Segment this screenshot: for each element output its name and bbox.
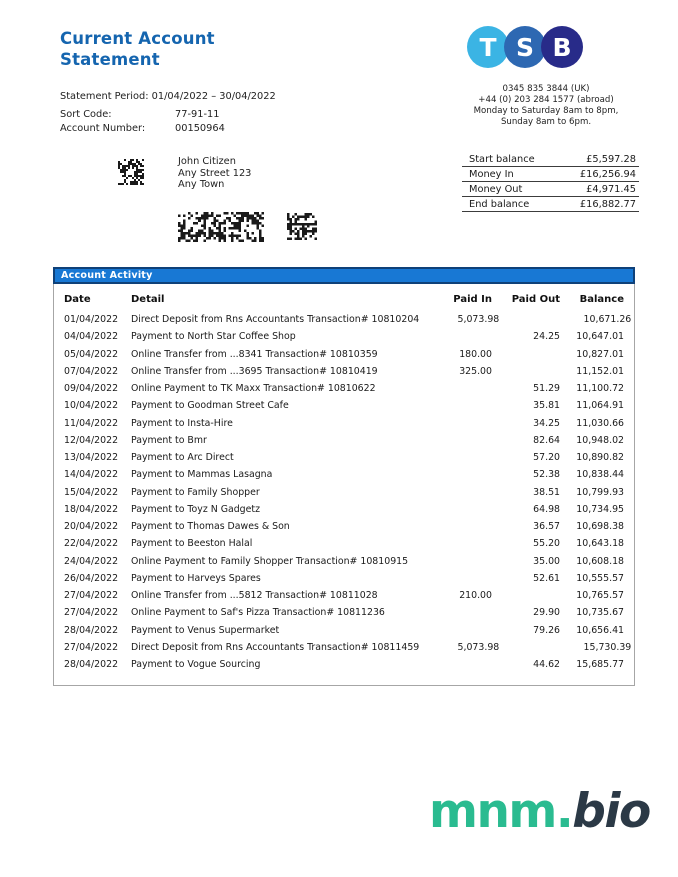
cell-detail: Online Transfer from ...5812 Transaction# 10811028 — [131, 590, 378, 601]
cell-date: 12/04/2022 — [64, 434, 119, 446]
cell-detail: Direct Deposit from Rns Accountants Transaction# 10810204 — [131, 314, 420, 325]
table-row — [54, 622, 634, 639]
statement-barcode-small — [287, 213, 317, 240]
account-fields — [60, 109, 225, 134]
cell-balance: 10,608.18 — [576, 555, 624, 567]
cell-paid-out — [492, 587, 560, 604]
cell-date: 22/04/2022 — [64, 538, 119, 550]
cell-detail: Payment to North Star Coffee Shop — [131, 331, 296, 343]
cell-paid-out: 51.29 — [533, 383, 560, 394]
col-header-balance: Balance — [579, 294, 624, 305]
cell-detail: Payment to Harveys Spares — [131, 572, 261, 584]
contact-hours-sunday: Sunday 8am to 6pm. — [500, 117, 592, 127]
cell-date: 18/04/2022 — [64, 503, 119, 515]
summary-label: Start balance — [469, 153, 535, 165]
page-title-line1: Current Account — [60, 29, 215, 48]
footer-brand-logo — [429, 784, 650, 839]
table-row — [54, 380, 634, 397]
cell-paid-out — [492, 363, 560, 380]
table-row — [54, 346, 634, 363]
cell-paid-in — [412, 570, 492, 587]
account-activity-title: Account Activity — [61, 270, 153, 281]
cell-paid-in — [412, 328, 492, 345]
cell-detail: Payment to Toyz N Gadgetz — [131, 503, 260, 515]
cell-balance: 11,152.01 — [576, 365, 624, 377]
cell-balance: 10,735.67 — [576, 607, 624, 619]
cell-date: 15/04/2022 — [64, 486, 119, 498]
cell-paid-in — [412, 466, 492, 483]
table-row — [54, 656, 634, 673]
cell-paid-out: 35.00 — [533, 555, 560, 567]
col-header-date: Date — [64, 294, 91, 305]
cell-paid-in — [412, 415, 492, 432]
table-row — [54, 415, 634, 432]
cell-paid-in — [412, 449, 492, 466]
cell-balance: 15,685.77 — [576, 659, 624, 670]
table-row — [54, 501, 634, 518]
col-header-paid-in: Paid In — [453, 294, 492, 305]
cell-paid-in — [412, 604, 492, 621]
summary-row-end-balance — [462, 197, 639, 212]
cell-detail: Payment to Bmr — [131, 434, 207, 446]
table-row — [54, 518, 634, 535]
cell-detail: Payment to Mammas Lasagna — [131, 469, 273, 481]
table-row — [54, 570, 634, 587]
summary-value: £16,256.94 — [579, 168, 636, 180]
cell-paid-in: 210.00 — [459, 590, 492, 601]
col-header-paid-out: Paid Out — [511, 294, 560, 305]
cell-detail: Direct Deposit from Rns Accountants Transaction# 10811459 — [131, 641, 420, 653]
cell-detail: Online Transfer from ...8341 Transaction# 10810359 — [131, 348, 378, 360]
summary-row-start-balance — [462, 152, 639, 167]
account-activity-section — [53, 267, 635, 686]
cell-date: 10/04/2022 — [64, 400, 119, 412]
cell-paid-out: 57.20 — [533, 452, 560, 463]
cell-balance: 10,890.82 — [576, 452, 624, 463]
cell-detail: Online Payment to Family Shopper Transaction# 10810915 — [131, 555, 409, 567]
contact-phone-abroad: +44 (0) 203 284 1577 (abroad) — [478, 95, 614, 105]
bank-contact-info — [430, 84, 662, 128]
activity-column-headers — [54, 294, 634, 305]
contact-phone-uk: 0345 835 3844 (UK) — [502, 84, 590, 94]
brand-secondary: bio — [572, 784, 650, 839]
cell-balance: 10,948.02 — [576, 434, 624, 446]
cell-paid-in — [412, 397, 492, 414]
cell-paid-in — [412, 432, 492, 449]
sort-code-label: Sort Code: — [60, 109, 112, 120]
address-barcode-icon — [118, 159, 144, 185]
cell-paid-out: 29.90 — [533, 607, 560, 619]
page-title — [60, 28, 215, 70]
table-row — [54, 604, 634, 621]
recipient-name: John Citizen — [178, 156, 236, 167]
account-activity-header-bar — [53, 267, 635, 284]
cell-paid-in — [412, 380, 492, 397]
cell-date: 26/04/2022 — [64, 572, 119, 584]
cell-paid-out: 55.20 — [533, 538, 560, 550]
cell-balance: 10,827.01 — [576, 348, 624, 360]
cell-balance: 10,671.26 — [583, 314, 632, 325]
cell-detail: Online Transfer from ...3695 Transaction# 10810419 — [131, 365, 378, 377]
table-row — [54, 484, 634, 501]
cell-paid-in — [412, 622, 492, 639]
cell-paid-out: 52.38 — [533, 469, 560, 481]
cell-paid-in — [412, 656, 492, 673]
cell-paid-in: 5,073.98 — [457, 641, 500, 653]
statement-period: Statement Period: 01/04/2022 – 30/04/2022 — [60, 91, 276, 102]
cell-paid-out: 34.25 — [533, 417, 560, 429]
cell-detail: Online Payment to TK Maxx Transaction# 10810622 — [131, 383, 376, 394]
cell-balance: 10,734.95 — [576, 503, 624, 515]
cell-paid-out: 52.61 — [533, 572, 560, 584]
summary-value: £4,971.45 — [586, 183, 636, 195]
cell-detail: Payment to Family Shopper — [131, 486, 260, 498]
account-number-label: Account Number: — [60, 122, 146, 134]
cell-paid-out — [492, 346, 560, 363]
table-row — [54, 553, 634, 570]
cell-balance: 15,730.39 — [583, 641, 632, 653]
cell-date: 05/04/2022 — [64, 348, 119, 360]
cell-balance: 11,030.66 — [576, 417, 624, 429]
tsb-logo — [467, 26, 583, 68]
cell-date: 14/04/2022 — [64, 469, 119, 481]
table-row — [54, 432, 634, 449]
tsb-logo-circle-s: S — [504, 26, 546, 68]
cell-paid-in — [412, 553, 492, 570]
summary-label: End balance — [469, 198, 530, 210]
cell-date: 24/04/2022 — [64, 555, 119, 567]
table-row — [54, 587, 634, 604]
cell-balance: 10,647.01 — [576, 331, 624, 343]
cell-paid-out — [499, 639, 567, 656]
cell-paid-out: 64.98 — [533, 503, 560, 515]
activity-rows — [54, 311, 634, 673]
col-header-detail: Detail — [131, 294, 165, 305]
cell-balance: 10,838.44 — [576, 469, 624, 481]
tsb-logo-circle-b: B — [541, 26, 583, 68]
cell-paid-out: 79.26 — [533, 624, 560, 636]
cell-balance: 10,643.18 — [576, 538, 624, 550]
contact-hours-weekdays: Monday to Saturday 8am to 8pm, — [473, 106, 619, 116]
statement-barcode-wide — [178, 212, 264, 242]
cell-detail: Online Payment to Saf's Pizza Transaction# 10811236 — [131, 607, 385, 619]
cell-detail: Payment to Thomas Dawes & Son — [131, 521, 290, 532]
cell-balance: 11,100.72 — [576, 383, 624, 394]
cell-paid-out: 82.64 — [533, 434, 560, 446]
summary-row-money-in — [462, 167, 639, 182]
cell-paid-out: 24.25 — [533, 331, 560, 343]
cell-paid-in — [412, 484, 492, 501]
cell-date: 04/04/2022 — [64, 331, 119, 343]
cell-date: 27/04/2022 — [64, 590, 119, 601]
cell-paid-out: 44.62 — [533, 659, 560, 670]
cell-detail: Payment to Beeston Halal — [131, 538, 253, 550]
cell-paid-in: 5,073.98 — [457, 314, 500, 325]
table-row — [54, 311, 634, 328]
cell-detail: Payment to Arc Direct — [131, 452, 234, 463]
cell-date: 11/04/2022 — [64, 417, 119, 429]
cell-date: 01/04/2022 — [64, 314, 119, 325]
cell-balance: 10,799.93 — [576, 486, 624, 498]
cell-paid-out: 35.81 — [533, 400, 560, 412]
cell-paid-in — [412, 501, 492, 518]
cell-paid-in — [412, 518, 492, 535]
table-row — [54, 466, 634, 483]
cell-date: 07/04/2022 — [64, 365, 119, 377]
summary-label: Money In — [469, 168, 514, 180]
cell-paid-out: 38.51 — [533, 486, 560, 498]
table-row — [54, 639, 634, 656]
recipient-street: Any Street 123 — [178, 167, 252, 179]
cell-balance: 11,064.91 — [576, 400, 624, 412]
cell-date: 28/04/2022 — [64, 659, 119, 670]
summary-row-money-out — [462, 182, 639, 197]
cell-date: 20/04/2022 — [64, 521, 119, 532]
table-row — [54, 328, 634, 345]
cell-date: 28/04/2022 — [64, 624, 119, 636]
summary-value: £16,882.77 — [579, 198, 636, 210]
cell-date: 27/04/2022 — [64, 641, 119, 653]
cell-detail: Payment to Goodman Street Cafe — [131, 400, 289, 412]
cell-balance: 10,555.57 — [576, 572, 624, 584]
recipient-town: Any Town — [178, 179, 225, 191]
cell-paid-out — [499, 311, 567, 328]
account-number-value: 00150964 — [175, 122, 225, 134]
cell-date: 09/04/2022 — [64, 383, 119, 394]
cell-detail: Payment to Venus Supermarket — [131, 624, 280, 636]
cell-paid-out: 36.57 — [533, 521, 560, 532]
recipient-address — [178, 156, 251, 191]
sort-code-value: 77-91-11 — [175, 109, 220, 120]
cell-paid-in: 180.00 — [459, 348, 492, 360]
cell-balance: 10,656.41 — [576, 624, 624, 636]
table-row — [54, 397, 634, 414]
cell-detail: Payment to Vogue Sourcing — [131, 659, 261, 670]
cell-date: 13/04/2022 — [64, 452, 119, 463]
summary-label: Money Out — [469, 183, 523, 195]
table-row — [54, 363, 634, 380]
table-row — [54, 535, 634, 552]
summary-value: £5,597.28 — [586, 153, 636, 165]
cell-date: 27/04/2022 — [64, 607, 119, 619]
brand-primary: mnm. — [429, 784, 573, 839]
table-row — [54, 449, 634, 466]
page-title-line2: Statement — [60, 50, 160, 70]
tsb-logo-circle-t: T — [467, 26, 509, 68]
cell-balance: 10,698.38 — [576, 521, 624, 532]
cell-paid-in — [412, 535, 492, 552]
cell-detail: Payment to Insta-Hire — [131, 417, 233, 429]
cell-balance: 10,765.57 — [576, 590, 624, 601]
balance-summary — [462, 152, 639, 212]
cell-paid-in: 325.00 — [459, 365, 492, 377]
